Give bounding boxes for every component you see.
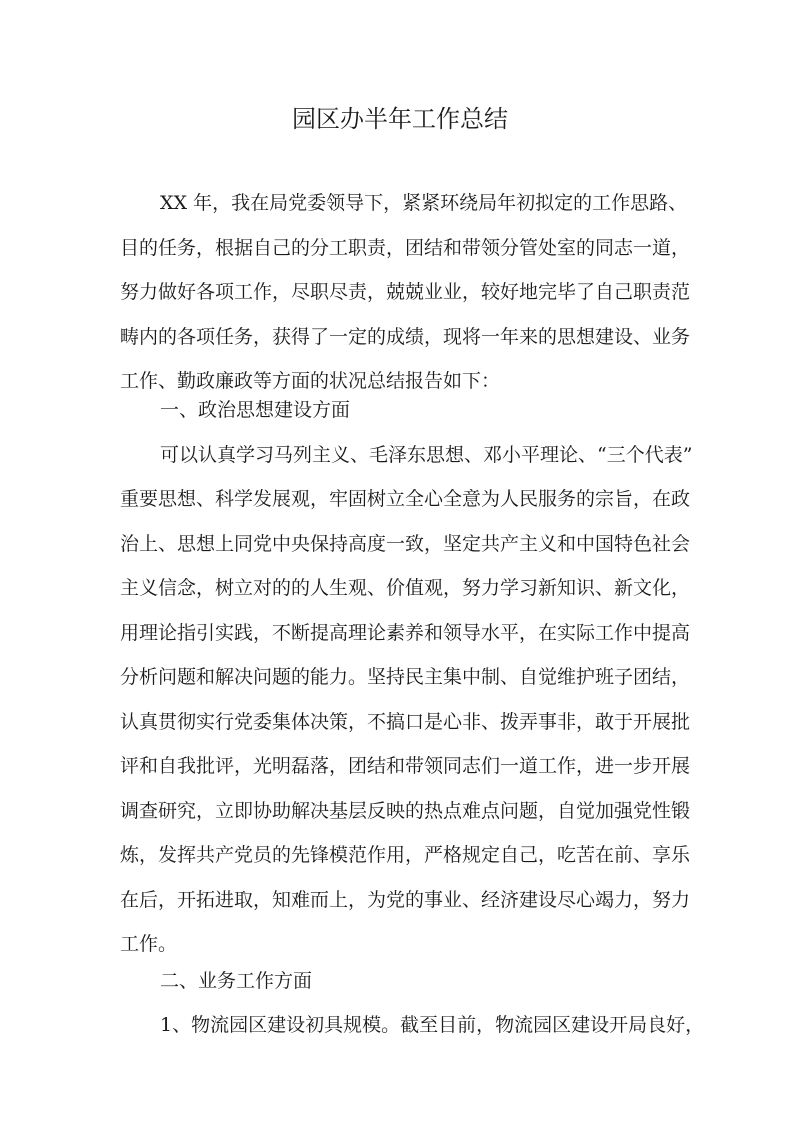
- paragraph-line: 评和自我批评，光明磊落，团结和带领同志们一道工作，进一步开展: [120, 755, 691, 777]
- paragraph-line: 目的任务，根据自己的分工职责，团结和带领分管处室的同志一道，: [120, 237, 691, 259]
- paragraph-line: 分析问题和解决问题的能力。坚持民主集中制、自觉维护班子团结，: [120, 666, 691, 688]
- paragraph-line: 1、物流园区建设初具规模。截至目前，物流园区建设开局良好，: [160, 1014, 705, 1036]
- paragraph-line: 治上、思想上同党中央保持高度一致，坚定共产主义和中国特色社会: [120, 533, 691, 555]
- paragraph-line: 工作、勤政廉政等方面的状况总结报告如下：: [120, 370, 501, 392]
- paragraph-line: XX 年，我在局党委领导下，紧紧环绕局年初拟定的工作思路、: [160, 192, 688, 214]
- paragraph-line: 认真贯彻实行党委集体决策，不搞口是心非、拨弄事非，敢于开展批: [120, 711, 691, 733]
- paragraph-line: 主义信念，树立对的的人生观、价值观，努力学习新知识、新文化，: [120, 577, 691, 599]
- paragraph-line: 努力做好各项工作，尽职尽责，兢兢业业，较好地完毕了自己职责范: [120, 281, 691, 303]
- paragraph-line: 工作。: [120, 933, 178, 955]
- section-heading: 二、业务工作方面: [160, 970, 313, 992]
- paragraph-line: 可以认真学习马列主义、毛泽东思想、邓小平理论、“三个代表”: [160, 444, 693, 466]
- paragraph-line: 重要思想、科学发展观，牢固树立全心全意为人民服务的宗旨，在政: [120, 488, 691, 510]
- paragraph-line: 调查研究，立即协助解决基层反映的热点难点问题，自觉加强党性锻: [120, 800, 691, 822]
- paragraph-line: 畴内的各项任务，获得了一定的成绩，现将一年来的思想建设、业务: [120, 326, 691, 348]
- paragraph-line: 用理论指引实践，不断提高理论素养和领导水平，在实际工作中提高: [120, 622, 691, 644]
- paragraph-line: 炼，发挥共产党员的先锋模范作用，严格规定自己，吃苦在前、享乐: [120, 844, 691, 866]
- document-title: 园区办半年工作总结: [292, 105, 508, 133]
- paragraph-line: 在后，开拓进取，知难而上，为党的事业、经济建设尽心竭力，努力: [120, 889, 691, 911]
- section-heading: 一、政治思想建设方面: [160, 399, 351, 421]
